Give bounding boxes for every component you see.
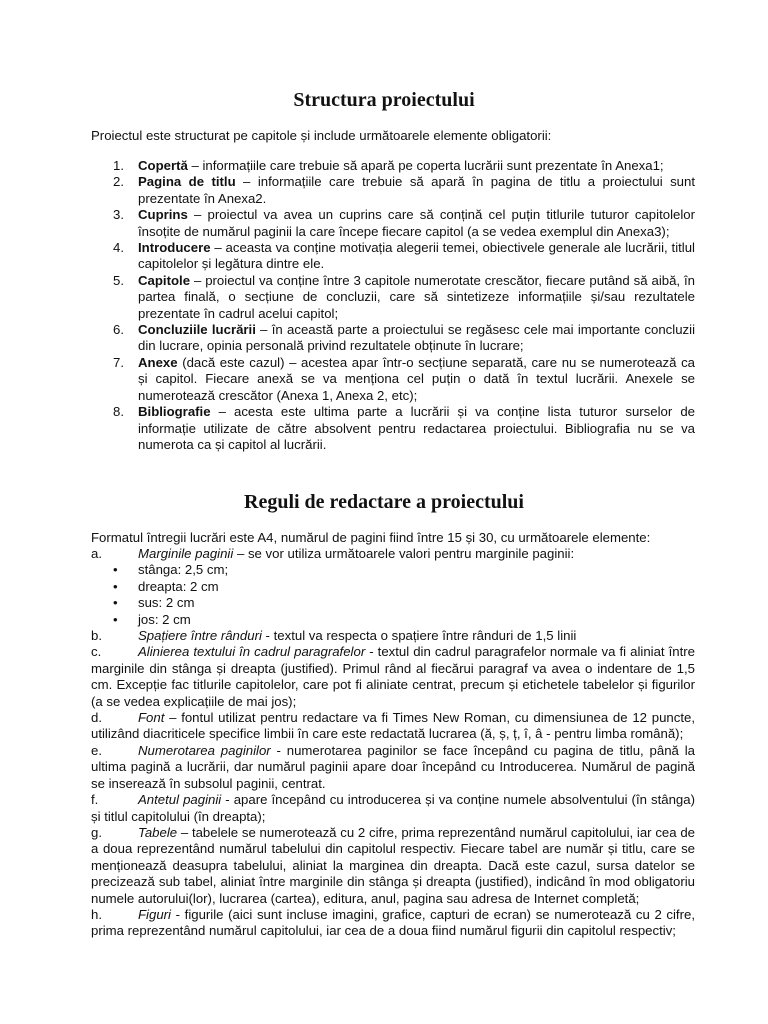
rule-text: - textul va respecta o spațiere între rânduri de 1,5 linii — [261, 628, 577, 644]
rule-letter: g. — [91, 824, 102, 840]
margin-text: stânga: 2,5 cm; — [138, 562, 229, 578]
list-item-number: 6. — [113, 322, 124, 338]
rules-list — [91, 546, 695, 940]
margin-item — [91, 612, 695, 628]
rule-letter: b. — [91, 628, 102, 644]
rule-text: – tabelele se numerotează cu 2 cifre, prima reprezentând numărul capitolului, iar cea de a doua reprezentând numărul tabelului din capitolul respectiv. Fiecare tabel are număr și titlu, care se menționează deasupra tabelului, aliniat la marginea din dreapta. Dacă este cazul, sursa datelor se precizează sub tabel, aliniat între marginile din stânga și dreapta (justified), indicând în mod obligatoriu numele autorului(lor), lucrarea (cartea), editura, anul, pagina sau adresa de Internet completă; — [91, 824, 695, 906]
rule-text: – fontul utilizat pentru redactare va fi Times New Roman, cu dimensiunea de 12 puncte, utilizând diacriticele specifice limbii în care este redactată lucrarea (ă, ș, ț, î, â - pentru limba română); — [91, 710, 695, 742]
rule-letter: e. — [91, 742, 102, 758]
list-item — [91, 240, 695, 273]
list-item-text: – aceasta va conține motivația alegerii temei, obiectivele generale ale lucrării, titlul capitolelor și legătura dintre ele. — [138, 240, 695, 272]
rule-term: Figuri — [138, 906, 171, 922]
rule-letter: a. — [91, 546, 102, 561]
rule-item — [91, 628, 695, 644]
rule-term: Marginile paginii — [138, 546, 234, 561]
list-item-term: Pagina de titlu — [138, 174, 236, 190]
rule-item — [91, 743, 695, 792]
structure-intro: Proiectul este structurat pe capitole și include următoarele elemente obligatorii: — [91, 128, 552, 143]
list-item-number: 8. — [113, 404, 124, 420]
list-item — [91, 158, 695, 174]
rule-item — [91, 710, 695, 743]
list-item-number: 2. — [113, 174, 124, 190]
rule-item — [91, 825, 695, 907]
bullet-icon: • — [113, 578, 118, 594]
list-item-term: Anexe — [138, 354, 178, 370]
margins-list — [91, 562, 695, 628]
rule-text: - apare începând cu introducerea și va conține numele absolventului (în stânga) și titlul capitolului (în dreapta); — [91, 792, 695, 824]
bullet-icon: • — [113, 595, 118, 611]
rule-text: - numerotarea paginilor se face începând cu pagina de titlu, până la ultima pagină a lucrării, dar numărul paginii apare doar începând cu Introducerea. Numărul de pagină se inserează în subsolul paginii, centrat. — [91, 742, 695, 791]
list-item — [91, 322, 695, 355]
list-item — [91, 404, 695, 453]
section-title-structure: Structura proiectului — [293, 89, 475, 111]
list-item-text: – proiectul va avea un cuprins care să conțină cel puțin titlurile tuturor capitolelor însoțite de numărul paginii la care începe fiecare capitol (a se vedea exemplul din Anexa3); — [138, 207, 695, 239]
list-item — [91, 174, 695, 207]
rule-text: – se vor utiliza următoarele valori pentru marginile paginii: — [233, 546, 575, 561]
section-title-rules: Reguli de redactare a proiectului — [244, 491, 524, 513]
list-item-term: Copertă — [138, 158, 188, 173]
margin-item — [91, 579, 695, 595]
margin-text: sus: 2 cm — [138, 595, 195, 611]
list-item-term: Cuprins — [138, 207, 188, 223]
list-item-text: – în această parte a proiectului se regăsesc cele mai importante concluzii din lucrare, opinia personală privind rezultatele obținute în lucrare; — [138, 322, 695, 354]
rule-text: - figurile (aici sunt incluse imagini, grafice, capturi de ecran) se numerotează cu 2 cifre, prima reprezentând numărul capitolului, iar cea de a doua fiind numărul figurii din capitolul respectiv; — [91, 906, 695, 939]
bullet-icon: • — [113, 611, 118, 627]
list-item-number: 5. — [113, 272, 124, 288]
rule-letter: d. — [91, 710, 102, 726]
rule-term: Alinierea textului în cadrul paragrafelor — [138, 644, 366, 660]
list-item-term: Introducere — [138, 240, 211, 256]
rule-letter: h. — [91, 906, 102, 922]
list-item — [91, 207, 695, 240]
rule-item — [91, 907, 695, 940]
margin-text: jos: 2 cm — [138, 611, 191, 627]
list-item-number: 3. — [113, 207, 124, 223]
margin-text: dreapta: 2 cm — [138, 578, 219, 594]
rule-term: Antetul paginii — [138, 792, 222, 808]
rule-term: Tabele — [138, 824, 178, 840]
list-item-term: Bibliografie — [138, 404, 211, 420]
rule-text: - textul din cadrul paragrafelor normale va fi aliniat între marginile din stânga și dreapta (justified). Primul rând al fiecărui paragraf va avea o indentare de 1,5 cm. Excepție fac titlurile capitolelor, care pot fi aliniate centrat, precum și etichetele tabelelor și figurilor (a se vedea explicațiile de mai jos); — [91, 644, 695, 709]
list-item-text: (dacă este cazul) – acestea apar într-o secțiune separată, care nu se numerotează ca și capitol. Fiecare anexă se va menționa cel puțin o dată în textul lucrării. Anexele se numerotează crescător (Anexa 1, Anexa 2, etc); — [138, 354, 695, 403]
rule-term: Font — [138, 710, 165, 726]
margin-item — [91, 562, 695, 578]
list-item-text: – informațiile care trebuie să apară în pagina de titlu a proiectului sunt prezentate în Anexa2. — [138, 174, 695, 206]
list-item-text: – proiectul va conține între 3 capitole numerotate crescător, fiecare putând să aibă, în partea finală, o secțiune de concluzii, care să sintetizeze informațiile și/sau rezultatele prezentate în cadrul acelui capitol; — [138, 272, 695, 321]
rule-letter: f. — [91, 792, 99, 808]
list-item-text: – informațiile care trebuie să apară pe coperta lucrării sunt prezentate în Anexa1; — [187, 158, 664, 173]
rule-letter: c. — [91, 644, 102, 660]
list-item-number: 7. — [113, 354, 124, 370]
bullet-icon: • — [113, 562, 118, 578]
list-item — [91, 355, 695, 404]
margin-item — [91, 595, 695, 611]
rule-item — [91, 644, 695, 710]
list-item — [91, 273, 695, 322]
list-item-number: 1. — [113, 158, 124, 173]
rule-term: Numerotarea paginilor — [138, 742, 271, 758]
rule-item — [91, 792, 695, 825]
rules-intro: Formatul întregii lucrări este A4, numărul de pagini fiind între 15 și 30, cu următoarele elemente: — [91, 530, 651, 545]
list-item-number: 4. — [113, 240, 124, 256]
list-item-term: Concluziile lucrării — [138, 322, 256, 338]
rule-item — [91, 546, 695, 562]
rule-term: Spațiere între rânduri — [138, 628, 262, 644]
list-item-text: – acesta este ultima parte a lucrării și va conține lista tuturor surselor de informație utilizate de către absolvent pentru redactarea proiectului. Bibliografia nu se va numerota ca și capitol al lucrării. — [138, 404, 695, 452]
list-item-term: Capitole — [138, 272, 191, 288]
structure-list — [91, 158, 695, 453]
